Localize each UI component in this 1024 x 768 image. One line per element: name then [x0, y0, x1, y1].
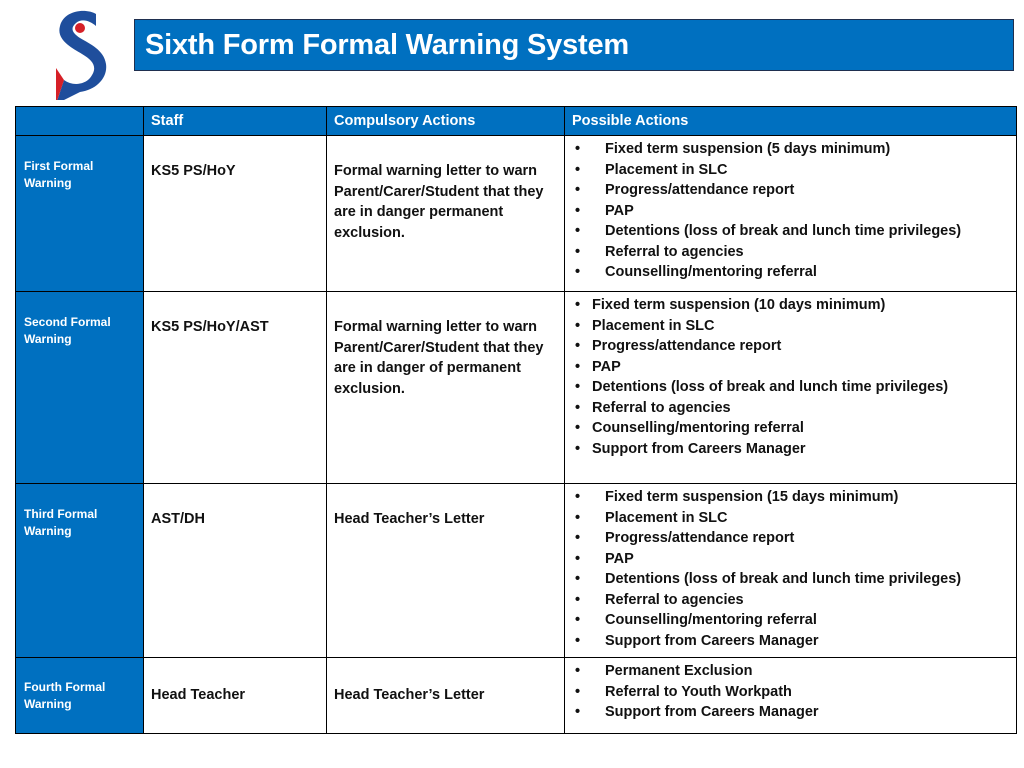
list-item: • PAP — [575, 358, 621, 375]
list-item: • Placement in SLC — [575, 509, 728, 526]
table-row — [16, 292, 1017, 484]
table-row — [16, 484, 1017, 658]
list-item: • Progress/attendance report — [575, 338, 782, 354]
header-corner-cell — [16, 107, 144, 136]
list-item: • Support from Careers Manager — [575, 632, 819, 649]
compulsory-text: Formal warning letter to warn Parent/Carer/Student that they are in danger permanent exclusion. — [334, 163, 544, 241]
possible-actions-list — [571, 487, 1010, 651]
possible-actions-list — [571, 661, 1010, 723]
warning-level-cell — [16, 484, 144, 658]
staff-cell — [144, 136, 327, 292]
list-item: • Detentions (loss of break and lunch time privileges) — [575, 571, 962, 587]
list-item: • Placement in SLC — [575, 161, 728, 178]
staff-cell — [144, 658, 327, 734]
list-item: • Referral to agencies — [575, 399, 731, 416]
title-bar — [134, 19, 1014, 71]
list-item: • Fixed term suspension (15 days minimum) — [575, 489, 899, 505]
table-header-row — [16, 107, 1017, 136]
compulsory-text: Head Teacher’s Letter — [334, 687, 485, 704]
list-item: • Counselling/mentoring referral — [575, 420, 804, 436]
list-item: • Support from Careers Manager — [575, 704, 819, 720]
warning-table — [15, 106, 1017, 734]
list-item: • Permanent Exclusion — [575, 663, 753, 679]
list-item: • Detentions (loss of break and lunch time privileges) — [575, 223, 962, 239]
possible-actions-cell — [565, 136, 1017, 292]
list-item: • Counselling/mentoring referral — [575, 612, 817, 628]
staff-cell — [144, 484, 327, 658]
possible-actions-list — [571, 295, 1010, 459]
list-item: • Progress/attendance report — [575, 182, 795, 198]
list-item: • Referral to agencies — [575, 243, 744, 260]
list-item: • Counselling/mentoring referral — [575, 264, 817, 280]
staff-text: KS5 PS/HoY — [151, 163, 236, 179]
compulsory-cell — [327, 658, 565, 734]
staff-text: Head Teacher — [151, 687, 246, 704]
table-row — [16, 136, 1017, 292]
warning-level-cell — [16, 292, 144, 484]
compulsory-text: Head Teacher’s Letter — [334, 511, 485, 527]
list-item: • Detentions (loss of break and lunch time privileges) — [575, 379, 949, 395]
possible-actions-cell — [565, 658, 1017, 734]
column-header-possible: Possible Actions — [565, 107, 1017, 136]
list-item: • Progress/attendance report — [575, 530, 795, 546]
list-item: • Fixed term suspension (5 days minimum) — [575, 141, 891, 157]
staff-cell — [144, 292, 327, 484]
list-item: • Referral to Youth Workpath — [575, 683, 792, 700]
warning-level-cell — [16, 658, 144, 734]
compulsory-cell — [327, 136, 565, 292]
school-s-logo-icon — [50, 8, 112, 100]
staff-text: AST/DH — [151, 511, 205, 527]
warning-level-label: First Formal Warning — [24, 159, 94, 190]
list-item: • Fixed term suspension (10 days minimum) — [575, 297, 886, 313]
list-item: • PAP — [575, 550, 634, 567]
possible-actions-cell — [565, 484, 1017, 658]
possible-actions-cell — [565, 292, 1017, 484]
staff-text: KS5 PS/HoY/AST — [151, 319, 269, 335]
compulsory-cell — [327, 484, 565, 658]
page-title: Sixth Form Formal Warning System — [145, 28, 629, 61]
warning-level-label: Third Formal Warning — [24, 507, 98, 538]
warning-level-label: Second Formal Warning — [24, 315, 111, 346]
list-item: • Support from Careers Manager — [575, 440, 806, 457]
column-header-compulsory: Compulsory Actions — [327, 107, 565, 136]
warning-level-cell — [16, 136, 144, 292]
list-item: • Referral to agencies — [575, 591, 744, 608]
table-row — [16, 658, 1017, 734]
list-item: • PAP — [575, 202, 634, 219]
possible-actions-list — [571, 139, 1010, 283]
list-item: • Placement in SLC — [575, 317, 715, 334]
compulsory-cell — [327, 292, 565, 484]
compulsory-text: Formal warning letter to warn Parent/Carer/Student that they are in danger of permanent exclusion. — [334, 319, 544, 397]
column-header-staff: Staff — [144, 107, 327, 136]
warning-level-label: Fourth Formal Warning — [24, 679, 106, 711]
